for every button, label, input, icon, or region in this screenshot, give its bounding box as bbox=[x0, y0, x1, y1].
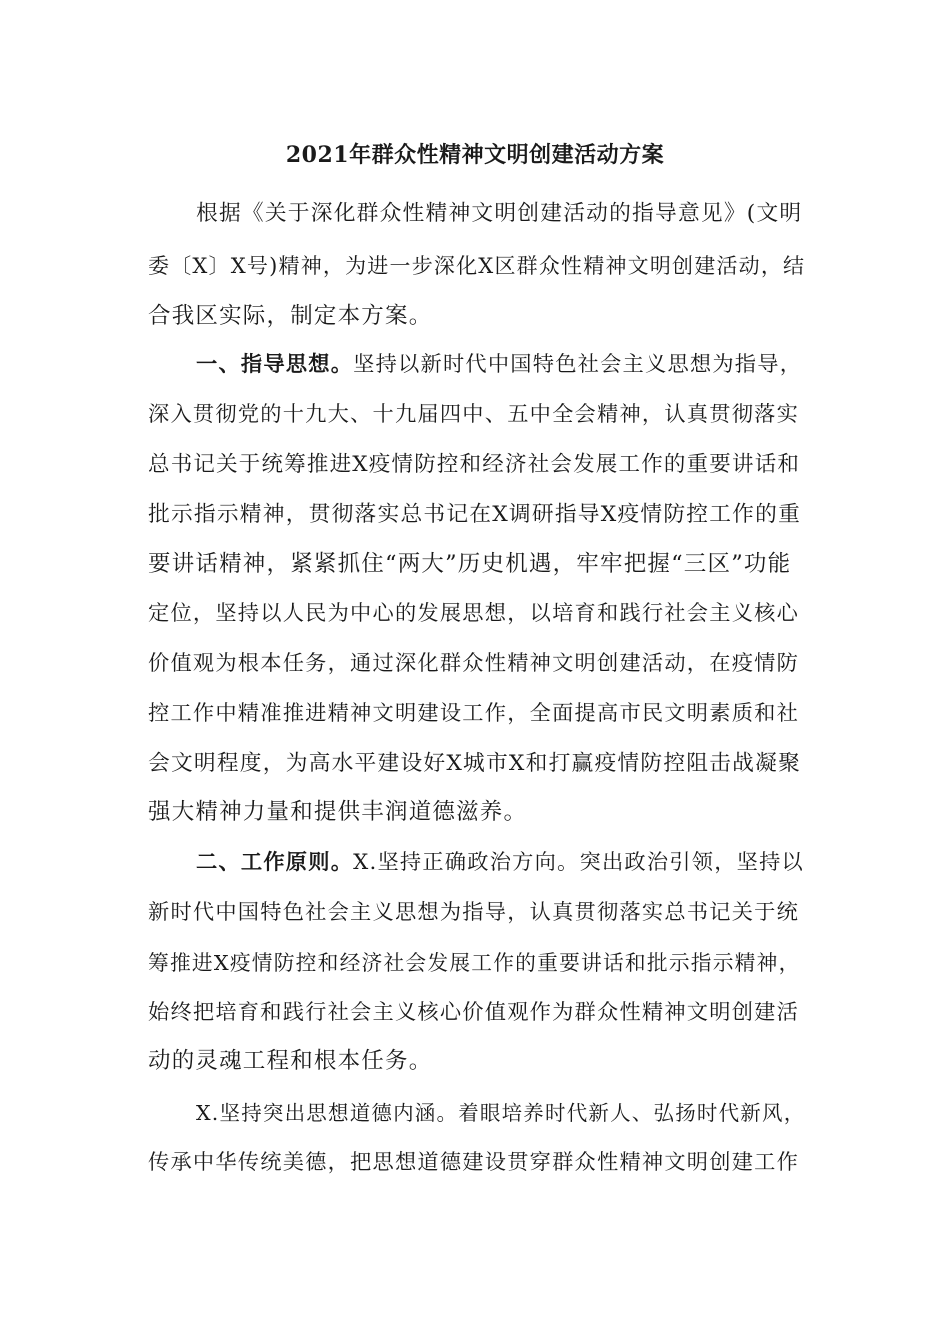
section-heading: 一、指导思想。 bbox=[196, 352, 354, 377]
text-line: 价值观为根本任务，通过深化群众性精神文明创建活动，在疫情防 bbox=[148, 651, 800, 676]
text-line: 定位，坚持以人民为中心的发展思想，以培育和践行社会主义核心 bbox=[148, 601, 800, 626]
text-line: 要讲话精神，紧紧抓住“两大”历史机遇，牢牢把握“三区”功能 bbox=[148, 551, 792, 577]
text-run: X.坚持正确政治方向。突出政治引领，坚持以 bbox=[353, 850, 804, 875]
section-heading-line bbox=[196, 848, 804, 878]
text-line: 批示指示精神，贯彻落实总书记在X调研指导X疫情防控工作的重 bbox=[148, 502, 802, 527]
text-line: 合我区实际，制定本方案。 bbox=[148, 303, 433, 329]
section-heading-line bbox=[196, 350, 804, 380]
text-line: 筹推进X疫情防控和经济社会发展工作的重要讲话和批示指示精神， bbox=[148, 951, 801, 975]
text-line: 始终把培育和践行社会主义核心价值观作为群众性精神文明创建活 bbox=[148, 1000, 800, 1025]
text-line: 深入贯彻党的十九大、十九届四中、五中全会精神，认真贯彻落实 bbox=[148, 402, 800, 427]
text-line: 新时代中国特色社会主义思想为指导，认真贯彻落实总书记关于统 bbox=[148, 900, 800, 925]
text-line: 会文明程度，为高水平建设好X城市X和打赢疫情防控阻击战凝聚 bbox=[148, 751, 802, 776]
text-line: 控工作中精准推进精神文明建设工作，全面提高市民文明素质和社 bbox=[148, 701, 800, 726]
document-title: 2021年群众性精神文明创建活动方案 bbox=[285, 142, 665, 168]
section-heading: 二、工作原则。 bbox=[196, 850, 354, 875]
text-line: 总书记关于统筹推进X疫情防控和经济社会发展工作的重要讲话和 bbox=[148, 452, 801, 477]
text-line: 动的灵魂工程和根本任务。 bbox=[148, 1048, 433, 1074]
text-run: 坚持以新时代中国特色社会主义思想为指导， bbox=[353, 352, 803, 377]
text-line: 传承中华传统美德，把思想道德建设贯穿群众性精神文明创建工作 bbox=[148, 1150, 800, 1175]
text-line: 委〔X〕X号)精神，为进一步深化X区群众性精神文明创建活动，结 bbox=[148, 254, 806, 278]
text-line: 根据《关于深化群众性精神文明创建活动的指导意见》(文明 bbox=[196, 201, 803, 226]
text-line: 强大精神力量和提供丰润道德滋养。 bbox=[148, 799, 528, 825]
text-line: X.坚持突出思想道德内涵。着眼培养时代新人、弘扬时代新风， bbox=[196, 1101, 806, 1125]
